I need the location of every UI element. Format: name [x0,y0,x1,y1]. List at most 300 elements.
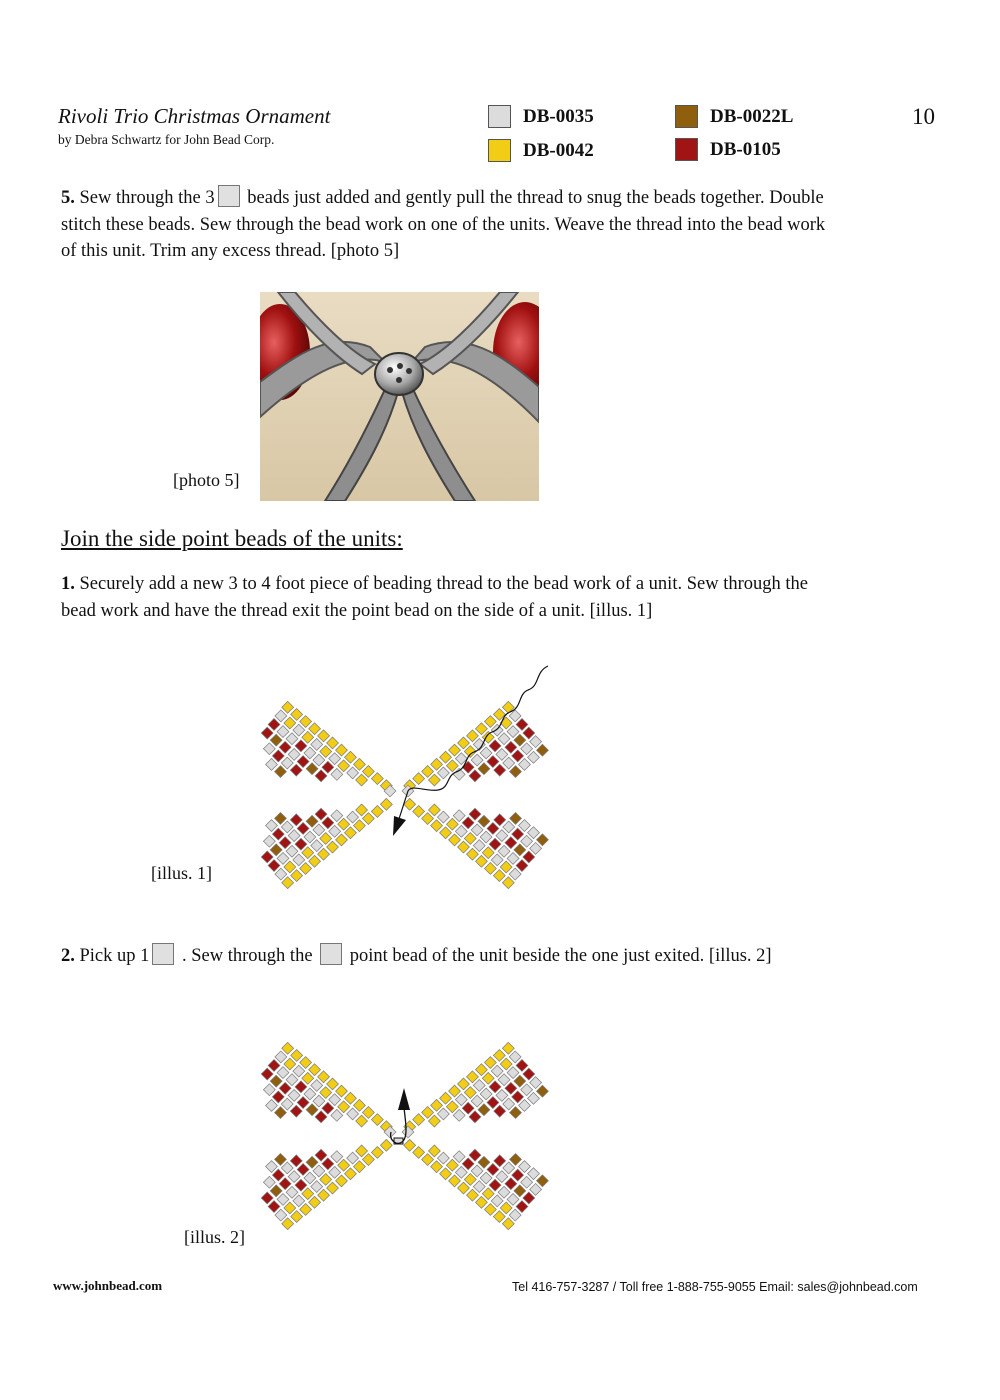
bead [493,1049,505,1061]
bead [473,1181,485,1193]
bead [279,741,291,753]
bead [371,1114,383,1126]
bead [371,1146,383,1158]
bead [464,1087,476,1099]
bead [523,851,535,863]
bead [428,1145,440,1157]
bead [297,822,309,834]
bead [496,830,508,842]
bead [275,1107,287,1119]
bead [277,1193,289,1205]
bead [306,1156,318,1168]
bead [475,1064,487,1076]
bead [290,764,302,776]
step-number: 1. [61,574,75,594]
bead [471,754,483,766]
bead [270,844,282,856]
bead [528,1092,540,1104]
footer-website: www.johnbead.com [53,1278,163,1293]
bead [462,1102,474,1114]
bead [300,862,312,874]
bead [295,838,307,850]
bead [453,810,465,822]
bead [510,1107,522,1119]
bead [293,1195,305,1207]
bead [498,845,510,857]
bead [291,1211,303,1223]
bead [500,717,512,729]
bead [467,1071,479,1083]
bead [519,820,531,832]
bead [446,818,458,830]
bead [530,736,542,748]
bead [295,1081,307,1093]
bead [380,1139,392,1151]
bead [431,820,443,832]
bead [496,1171,508,1183]
bead [286,1074,298,1086]
bead [318,730,330,742]
bead [521,1084,533,1096]
bead [478,1156,490,1168]
bead [413,773,425,785]
bead [484,716,496,728]
bead [338,1159,350,1171]
bead [512,1169,524,1181]
bead [281,1098,293,1110]
bead [521,743,533,755]
bead [440,1168,452,1180]
bead [266,820,278,832]
document-title: Rivoli Trio Christmas Ornament [58,104,331,128]
bead [536,1175,548,1187]
bead [282,701,294,713]
bead [293,724,305,736]
bead [322,1102,334,1114]
bead [498,733,510,745]
bead [279,837,291,849]
bead [494,814,506,826]
bead [300,1057,312,1069]
bead [478,1104,490,1116]
bead [263,835,275,847]
bead [282,877,294,889]
bead [458,1182,470,1194]
swatch-db0105 [675,138,698,161]
bead [510,1153,522,1165]
bead [327,737,339,749]
bead [514,734,526,746]
bead [422,766,434,778]
bead [320,1174,332,1186]
step-text: Sew through the 3 [79,188,215,208]
bead [521,835,533,847]
bead [437,1108,449,1120]
bead [338,818,350,830]
bead [320,833,332,845]
bead [311,738,323,750]
bead [510,812,522,824]
bead [331,1109,343,1121]
bead [275,868,287,880]
step-2-paragraph [61,943,841,970]
bead [431,1099,443,1111]
bead [297,756,309,768]
bead [502,1218,514,1230]
bead [509,1209,521,1221]
bead [290,1105,302,1117]
bead [322,1158,334,1170]
bead [338,1101,350,1113]
bead [458,1078,470,1090]
bead [509,1051,521,1063]
bead [523,1068,535,1080]
bead [521,1176,533,1188]
bead [266,1100,278,1112]
bead [519,759,531,771]
bead-swatch-icon [218,185,240,207]
bead [503,757,515,769]
bead [300,716,312,728]
bead [428,804,440,816]
bead-swatch-icon [320,943,342,965]
bead [293,1065,305,1077]
bead [356,804,368,816]
bead [462,1158,474,1170]
bead [286,733,298,745]
bead [502,877,514,889]
step-1-paragraph [61,571,841,624]
bead [422,1107,434,1119]
bead [329,753,341,765]
bead [496,748,508,760]
bead [512,828,524,840]
bead [509,868,521,880]
bead [275,710,287,722]
bead [505,837,517,849]
bead [309,855,321,867]
bead [353,1161,365,1173]
bead [516,1201,528,1213]
bead [293,854,305,866]
bead [484,1203,496,1215]
bead [489,1081,501,1093]
bead [353,758,365,770]
bead [478,763,490,775]
bead [437,767,449,779]
bead [286,845,298,857]
bead [449,744,461,756]
bead [304,1088,316,1100]
bead [268,719,280,731]
bead [458,841,470,853]
bead [514,1185,526,1197]
bead [446,760,458,772]
bead [422,1154,434,1166]
bead [302,731,314,743]
bead [309,1196,321,1208]
bead [371,805,383,817]
bead [482,1072,494,1084]
bead [528,1168,540,1180]
bead [536,744,548,756]
illus-2-caption: [illus. 2] [184,1227,245,1247]
bead [473,1079,485,1091]
bead [272,750,284,762]
bead [362,1107,374,1119]
bead [503,1098,515,1110]
bead [309,723,321,735]
bead [275,1051,287,1063]
bead [471,1095,483,1107]
bead [281,1162,293,1174]
bead [496,1089,508,1101]
bead [503,821,515,833]
bead [329,825,341,837]
bead [261,727,273,739]
bead [268,860,280,872]
bead [487,756,499,768]
bead [261,1192,273,1204]
bead [279,1082,291,1094]
bead [336,834,348,846]
bead [311,1181,323,1193]
bead [494,1155,506,1167]
bead [356,1115,368,1127]
bead [519,1161,531,1173]
bead [270,1075,282,1087]
bead [345,751,357,763]
bead [505,741,517,753]
legend-item-db0042 [488,139,594,162]
bead [313,824,325,836]
bead [318,1071,330,1083]
bead [484,1057,496,1069]
bead [263,1176,275,1188]
bead [322,817,334,829]
bead [315,770,327,782]
bead [455,1166,467,1178]
bead [288,830,300,842]
bead [315,808,327,820]
photo-5 [260,292,539,501]
bead [487,1097,499,1109]
bead-swatch-icon [152,943,174,965]
bead [413,1114,425,1126]
bead [270,1185,282,1197]
legend-code: DB-0022L [710,105,794,127]
bead [311,1079,323,1091]
bead [482,1188,494,1200]
bead [313,1165,325,1177]
bead [297,1163,309,1175]
bead [469,1111,481,1123]
bead [498,1074,510,1086]
bead [263,743,275,755]
bead [480,1172,492,1184]
bead [500,861,512,873]
bead [471,1165,483,1177]
bead [512,750,524,762]
bead [482,847,494,859]
bead [494,1105,506,1117]
bead [277,852,289,864]
bead [345,1168,357,1180]
bead [464,833,476,845]
bead [275,766,287,778]
bead [288,1171,300,1183]
bead [284,1058,296,1070]
bead [295,740,307,752]
bead [263,1084,275,1096]
bead [272,1169,284,1181]
legend-item-db0105 [675,138,781,161]
bead [362,1154,374,1166]
bead [530,1183,542,1195]
bead [268,1201,280,1213]
legend-code: DB-0042 [523,139,594,161]
bead [478,815,490,827]
bead [282,1042,294,1054]
bead [309,1064,321,1076]
bead [291,708,303,720]
bead [491,1065,503,1077]
bead [315,1149,327,1161]
bead [484,862,496,874]
bead [493,870,505,882]
bead [502,1042,514,1054]
page-number: 10 [912,104,935,129]
bead [487,822,499,834]
bead [304,747,316,759]
arrow-icon [398,1088,410,1110]
footer-contact: Tel 416-757-3287 / Toll free 1-888-755-9055 Email: sales@johnbead.com [512,1280,918,1294]
swatch-db0042 [488,139,511,162]
legend-item-db0035 [488,105,594,128]
bead [507,1193,519,1205]
arrow-icon [393,816,406,836]
bead [353,1099,365,1111]
bead [345,1092,357,1104]
bead [475,855,487,867]
bead [480,747,492,759]
bead [431,1161,443,1173]
bead [475,1196,487,1208]
bead [336,1175,348,1187]
bead [300,1203,312,1215]
bead [279,1178,291,1190]
bead [514,1075,526,1087]
photo-5-caption: [photo 5] [173,470,240,490]
bead [536,1085,548,1097]
bead [491,1195,503,1207]
bead [268,1060,280,1072]
bead [266,1161,278,1173]
bead [404,1139,416,1151]
bead [455,825,467,837]
bead [291,870,303,882]
bead [507,1067,519,1079]
illustration-1 [260,664,550,924]
bead [313,754,325,766]
bead [413,805,425,817]
step-text: point bead of the unit beside the one just exited. [illus. 2] [349,946,772,966]
bead [528,751,540,763]
bead [494,764,506,776]
bead [302,1072,314,1084]
bead [536,834,548,846]
bead [277,726,289,738]
illustration-2 [260,996,550,1256]
step-text: beads just added and gently pull the thread to snug the beads together. Double stitch these beads. Sew through the bead work on one of the units. Weave the thread into the bead work of this unit. Trim any excess thread. [photo 5] [61,188,826,261]
bead [327,1182,339,1194]
bead [322,761,334,773]
bead [449,1085,461,1097]
bead [458,737,470,749]
bead [306,763,318,775]
bead [467,730,479,742]
author-byline: by Debra Schwartz for John Bead Corp. [58,132,275,147]
swatch-db0022l [675,105,698,128]
bead [320,746,332,758]
bead [516,860,528,872]
bead [327,841,339,853]
bead [347,811,359,823]
bead [318,848,330,860]
bead [302,847,314,859]
bead [469,770,481,782]
bead [519,1100,531,1112]
bead [295,1179,307,1191]
bead [437,811,449,823]
step-number: 5. [61,188,75,208]
bead [453,1151,465,1163]
bead [503,1162,515,1174]
bead [288,1089,300,1101]
bead [480,1088,492,1100]
bead [528,827,540,839]
bead [331,1151,343,1163]
bead [290,814,302,826]
bead [471,824,483,836]
swatch-db0035 [488,105,511,128]
bead [320,1087,332,1099]
bead [270,734,282,746]
bead [275,1209,287,1221]
bead [505,1178,517,1190]
bead [422,813,434,825]
legend-code: DB-0035 [523,105,594,127]
bead [462,817,474,829]
bead [507,726,519,738]
bead [353,820,365,832]
bead [498,1186,510,1198]
bead [318,1189,330,1201]
bead [440,751,452,763]
bead [277,1067,289,1079]
bead [304,831,316,843]
bead [275,812,287,824]
bead [315,1111,327,1123]
bead [437,1152,449,1164]
bead [329,1166,341,1178]
bead [356,774,368,786]
bead [281,821,293,833]
step-5-paragraph [61,185,841,265]
bead [489,740,501,752]
bead [329,1094,341,1106]
bead [272,1091,284,1103]
